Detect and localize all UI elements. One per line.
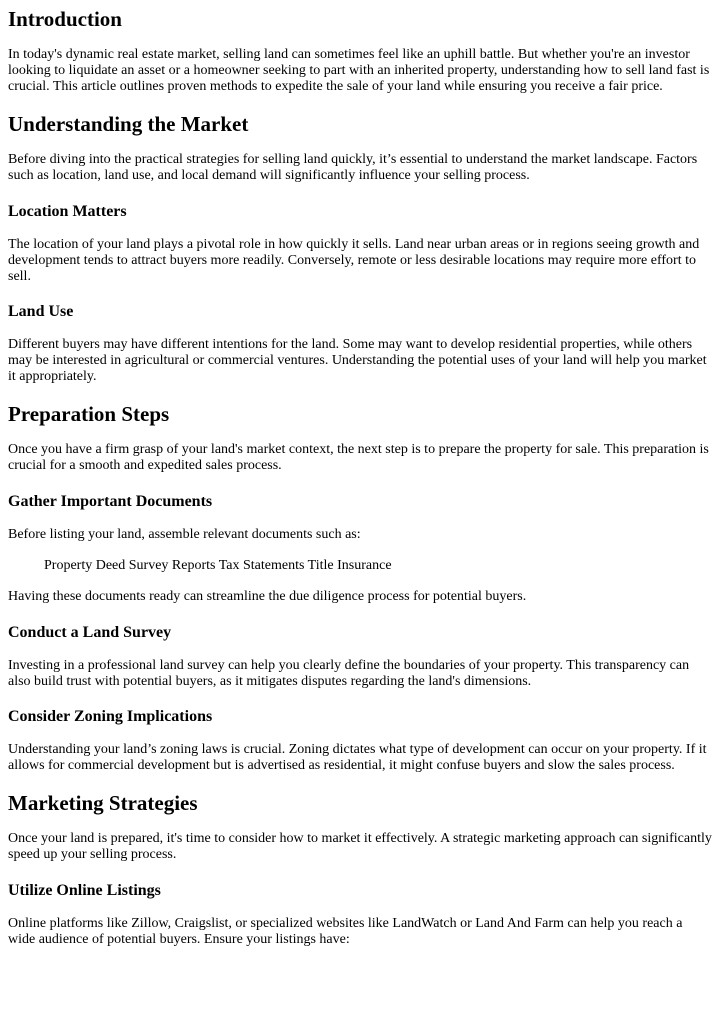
heading-location-matters: Location Matters — [8, 203, 127, 220]
paragraph-marketing-strategies: Once your land is prepared, it's time to consider how to market it effectively. A strategic marketing approach can significantly speed up your selling process. — [8, 831, 712, 862]
heading-understanding-the-market: Understanding the Market — [8, 112, 249, 136]
paragraph-preparation-steps: Once you have a firm grasp of your land's market context, the next step is to prepare the property for sale. This preparation is crucial for a smooth and expedited sales process. — [8, 442, 709, 473]
heading-utilize-online-listings: Utilize Online Listings — [8, 882, 161, 899]
heading-land-use: Land Use — [8, 303, 74, 320]
paragraph-documents-ready: Having these documents ready can streamline the due diligence process for potential buyers. — [8, 589, 527, 604]
heading-marketing-strategies: Marketing Strategies — [8, 791, 198, 815]
paragraph-introduction: In today's dynamic real estate market, selling land can sometimes feel like an uphill battle. But whether you're an investor looking to liquidate an asset or a homeowner seeking to part with an inherited property, understanding how to sell land fast is crucial. This article outlines proven methods to expedite the sale of your land while ensuring you receive a fair price. — [8, 47, 710, 94]
heading-preparation-steps: Preparation Steps — [8, 402, 170, 426]
heading-consider-zoning-implications: Consider Zoning Implications — [8, 708, 213, 725]
paragraph-location-matters: The location of your land plays a pivotal role in how quickly it sells. Land near urban areas or in regions seeing growth and development tends to attract buyers more readily. Conversely, remote or less desirable locations may require more effort to sell. — [8, 237, 700, 284]
paragraph-conduct-a-land-survey: Investing in a professional land survey can help you clearly define the boundaries of your property. This transparency can also build trust with potential buyers, as it mitigates disputes regarding the land's dimensions. — [8, 658, 690, 689]
paragraph-land-use: Different buyers may have different intentions for the land. Some may want to develop residential properties, while others may be interested in agricultural or commercial ventures. Understanding the potential uses of your land will help you market it appropriately. — [8, 337, 707, 384]
heading-conduct-a-land-survey: Conduct a Land Survey — [8, 624, 172, 641]
documents-list: Property Deed Survey Reports Tax Statements Title Insurance — [44, 558, 392, 573]
paragraph-utilize-online-listings: Online platforms like Zillow, Craigslist, or specialized websites like LandWatch or Land And Farm can help you reach a wide audience of potential buyers. Ensure your listings have: — [8, 916, 683, 947]
heading-introduction: Introduction — [8, 7, 122, 31]
paragraph-gather-important-documents: Before listing your land, assemble relevant documents such as: — [8, 527, 361, 542]
article — [0, 7, 720, 948]
paragraph-consider-zoning-implications: Understanding your land’s zoning laws is crucial. Zoning dictates what type of development can occur on your property. If it allows for commercial development but is advertised as residential, it might confuse buyers and slow the sales process. — [8, 742, 707, 773]
heading-gather-important-documents: Gather Important Documents — [8, 493, 213, 510]
paragraph-understanding-the-market: Before diving into the practical strategies for selling land quickly, it’s essential to understand the market landscape. Factors such as location, land use, and local demand will significantly influence your selling process. — [8, 152, 698, 183]
